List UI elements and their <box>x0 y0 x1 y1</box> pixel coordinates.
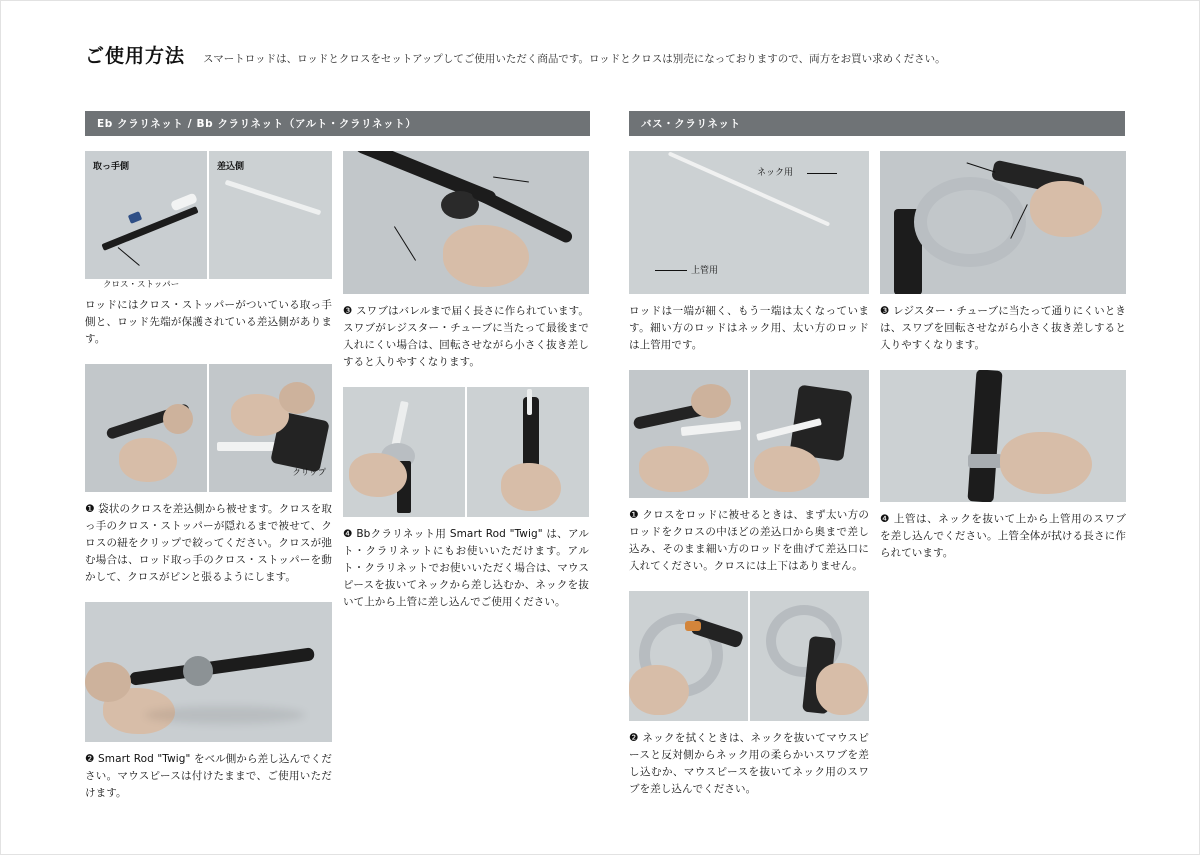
photo-cloth-step-b <box>209 364 332 492</box>
photo-alto-a <box>343 387 465 517</box>
photo-swab-rotate <box>343 151 589 294</box>
photo-alto-usage <box>343 387 589 517</box>
right-caption-5: ❹ 上管は、ネックを抜いて上から上管用のスワブを差し込んでください。上管全体が拭ける長さに作られています。 <box>880 513 1126 559</box>
photo-alto-b <box>467 387 590 517</box>
page-header <box>85 41 1125 68</box>
photo-neck-wipe-b <box>750 591 869 721</box>
left-caption-1: ロッドにはクロス・ストッパーがついている取っ手側と、ロッド先端が保護されている差込側があります。 <box>85 299 332 345</box>
photo-label-insert-side: 差込側 <box>217 162 245 172</box>
photo-label-handle-side: 取っ手側 <box>93 162 130 172</box>
photo-rod-ends <box>85 151 332 279</box>
photo-label-cloth-stopper: クロス・ストッパー <box>103 280 180 290</box>
right-columns <box>629 151 1125 798</box>
photo-cloth-over-rod <box>85 364 332 492</box>
page-subtitle: スマートロッドは、ロッドとクロスをセットアップしてご使用いただく商品です。ロッドとクロスは別売になっておりますので、両方をお買い求めください。 <box>203 53 946 65</box>
right-section-bar: バス・クラリネット <box>629 111 1125 136</box>
photo-neck-wipe-a <box>629 591 748 721</box>
left-subcolumn-1 <box>85 151 332 802</box>
page-title: ご使用方法 <box>85 45 186 67</box>
right-subcolumn-1 <box>629 151 869 798</box>
photo-cloth-onto-rod-a <box>629 370 748 498</box>
left-section-bar: Eb クラリネット / Bb クラリネット（アルト・クラリネット） <box>85 111 590 136</box>
right-caption-3: ❷ ネックを拭くときは、ネックを抜いてマウスピースと反対側からネック用の柔らかいスワブを差し込むか、マウスピースを抜いてネック用のスワブを差し込んでください。 <box>629 732 869 795</box>
left-caption-3: ❷ Smart Rod "Twig" をベル側から差し込んでください。マウスピースは付けたままで、ご使用いただけます。 <box>85 753 332 799</box>
photo-cloth-step-a <box>85 364 207 492</box>
left-columns <box>85 151 590 802</box>
photo-insert-from-bell <box>85 602 332 742</box>
photo-cloth-onto-rod-b <box>750 370 869 498</box>
right-caption-4: ❸ レジスター・チューブに当たって通りにくいときは、スワブを回転させながら小さく抜き差しすると入りやすくなります。 <box>880 305 1126 351</box>
right-caption-1: ロッドは一端が細く、もう一端は太くなっています。細い方のロッドはネック用、太い方のロッドは上管用です。 <box>629 305 869 351</box>
left-caption-4: ❸ スワブはバレルまで届く長さに作られています。スワブがレジスター・チューブに当たって最後まで入れにくい場合は、回転させながら小さく抜き差しすると入りやすくなります。 <box>343 305 589 368</box>
photo-label-for-upper-joint: 上管用 <box>691 266 719 276</box>
photo-upper-joint <box>880 370 1126 502</box>
left-subcolumn-2 <box>343 151 589 802</box>
left-section <box>85 111 590 802</box>
photo-label-clip: クリップ <box>292 468 326 478</box>
right-subcolumn-2 <box>880 151 1126 798</box>
right-caption-2: ❶ クロスをロッドに被せるときは、まず太い方のロッドをクロスの中ほどの差込口から奥まで差し込み、そのまま細い方のロッドを曲げて差込口に入れてください。クロスには上下はありません。 <box>629 509 869 572</box>
photo-rod-thick-thin <box>629 151 869 294</box>
photo-label-for-neck: ネック用 <box>757 168 794 178</box>
right-section <box>629 111 1125 798</box>
left-caption-2: ❶ 袋状のクロスを差込側から被せます。クロスを取っ手のクロス・ストッパーが隠れるまで被せて、クロスの紐をクリップで絞ってください。クロスが弛む場合は、ロッド取っ手のクロス・ストッパーを動かして、クロスがピンと張るようにします。 <box>85 503 332 583</box>
photo-register-tube <box>880 151 1126 294</box>
photo-handle-side <box>85 151 207 279</box>
photo-cloth-onto-rod <box>629 370 869 498</box>
left-caption-5: ❹ Bbクラリネット用 Smart Rod "Twig" は、アルト・クラリネットにもお使いいただけます。アルト・クラリネットでお使いいただく場合は、マウスピースを抜いてネックから差し込むか、ネックを抜いて上から上管に差し込んでご使用ください。 <box>343 528 589 608</box>
photo-insert-side <box>209 151 332 279</box>
photo-neck-wipe <box>629 591 869 721</box>
